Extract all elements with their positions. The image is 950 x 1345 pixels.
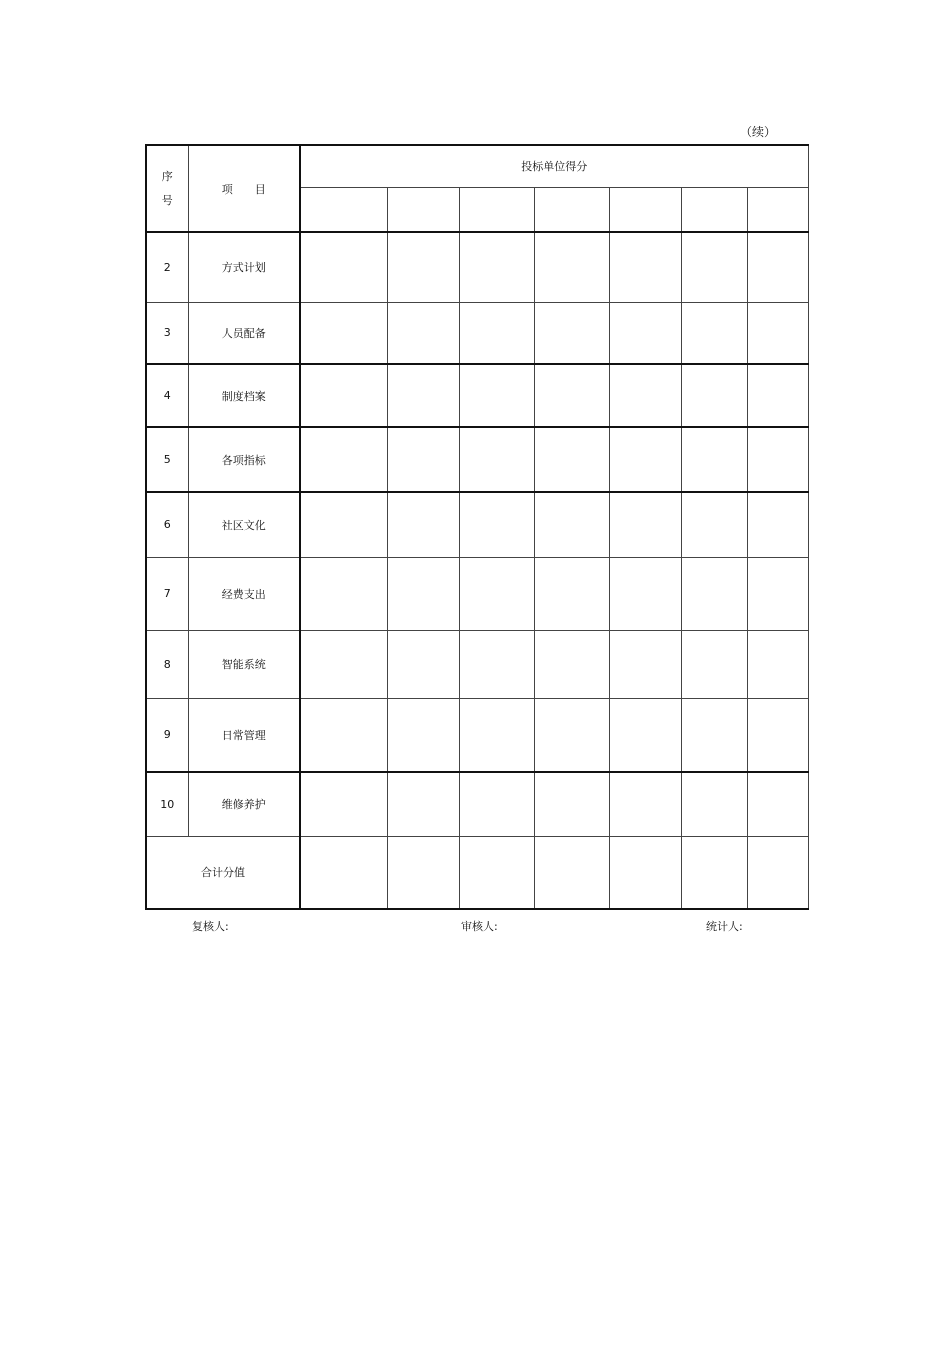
score-table (145, 144, 809, 910)
score-cell[interactable] (747, 557, 808, 630)
score-cell[interactable] (747, 427, 808, 492)
score-cell[interactable] (300, 427, 387, 492)
row-seq: 5 (146, 427, 188, 492)
table-row (146, 232, 808, 302)
row-seq: 6 (146, 492, 188, 557)
total-cell[interactable] (681, 836, 747, 909)
row-seq: 7 (146, 557, 188, 630)
row-seq: 8 (146, 630, 188, 698)
score-cell[interactable] (609, 364, 681, 427)
score-cell[interactable] (459, 232, 534, 302)
score-cell[interactable] (459, 302, 534, 364)
item-header: 项 目 (188, 145, 300, 232)
score-cell[interactable] (387, 427, 459, 492)
bidder-header-cell (747, 187, 808, 232)
score-cell[interactable] (534, 698, 609, 772)
score-cell[interactable] (747, 302, 808, 364)
score-cell[interactable] (300, 772, 387, 836)
score-cell[interactable] (300, 698, 387, 772)
score-cell[interactable] (387, 557, 459, 630)
score-cell[interactable] (609, 630, 681, 698)
bidder-header-cell (387, 187, 459, 232)
row-seq: 2 (146, 232, 188, 302)
bidder-header-cell (534, 187, 609, 232)
bidder-header-cell (300, 187, 387, 232)
row-seq: 10 (146, 772, 188, 836)
bidder-header-cell (459, 187, 534, 232)
row-item: 经费支出 (188, 557, 300, 630)
score-cell[interactable] (609, 557, 681, 630)
score-cell[interactable] (300, 557, 387, 630)
bidder-header-cell (681, 187, 747, 232)
score-cell[interactable] (747, 630, 808, 698)
score-cell[interactable] (534, 427, 609, 492)
row-item: 社区文化 (188, 492, 300, 557)
score-cell[interactable] (681, 364, 747, 427)
total-row (146, 836, 808, 909)
score-cell[interactable] (534, 302, 609, 364)
score-cell[interactable] (387, 698, 459, 772)
score-cell[interactable] (534, 772, 609, 836)
score-cell[interactable] (681, 492, 747, 557)
row-seq: 9 (146, 698, 188, 772)
score-cell[interactable] (459, 427, 534, 492)
continued-label: （续） (740, 125, 777, 139)
row-item: 维修养护 (188, 772, 300, 836)
score-cell[interactable] (534, 232, 609, 302)
score-cell[interactable] (300, 492, 387, 557)
score-cell[interactable] (387, 232, 459, 302)
score-cell[interactable] (459, 698, 534, 772)
total-label: 合计分值 (146, 836, 300, 909)
score-cell[interactable] (681, 427, 747, 492)
score-cell[interactable] (300, 630, 387, 698)
table-row (146, 698, 808, 772)
row-seq: 4 (146, 364, 188, 427)
score-cell[interactable] (609, 302, 681, 364)
table-row (146, 302, 808, 364)
row-item: 智能系统 (188, 630, 300, 698)
score-cell[interactable] (681, 630, 747, 698)
score-cell[interactable] (609, 492, 681, 557)
auditor-label: 审核人: (461, 920, 498, 933)
score-cell[interactable] (300, 364, 387, 427)
score-cell[interactable] (681, 302, 747, 364)
seq-header-line1: 序 (161, 169, 173, 183)
row-item: 人员配备 (188, 302, 300, 364)
score-cell[interactable] (459, 630, 534, 698)
score-cell[interactable] (534, 364, 609, 427)
bidder-header-cell (609, 187, 681, 232)
total-cell[interactable] (747, 836, 808, 909)
score-cell[interactable] (459, 557, 534, 630)
score-cell[interactable] (459, 364, 534, 427)
table-row (146, 772, 808, 836)
seq-header (146, 145, 188, 232)
row-item: 方式计划 (188, 232, 300, 302)
total-cell[interactable] (459, 836, 534, 909)
total-cell[interactable] (387, 836, 459, 909)
score-cell[interactable] (747, 492, 808, 557)
score-cell[interactable] (387, 630, 459, 698)
score-cell[interactable] (459, 772, 534, 836)
score-cell[interactable] (747, 772, 808, 836)
score-cell[interactable] (534, 557, 609, 630)
score-cell[interactable] (681, 698, 747, 772)
table-row (146, 427, 808, 492)
score-cell[interactable] (609, 427, 681, 492)
score-cell[interactable] (681, 772, 747, 836)
score-cell[interactable] (387, 772, 459, 836)
score-cell[interactable] (681, 557, 747, 630)
table-row (146, 364, 808, 427)
table-row (146, 557, 808, 630)
row-item: 制度档案 (188, 364, 300, 427)
score-cell[interactable] (609, 698, 681, 772)
row-seq: 3 (146, 302, 188, 364)
score-cell[interactable] (534, 492, 609, 557)
score-cell[interactable] (681, 232, 747, 302)
score-cell[interactable] (387, 302, 459, 364)
score-cell[interactable] (747, 232, 808, 302)
score-cell[interactable] (609, 772, 681, 836)
statistician-label: 统计人: (706, 920, 743, 933)
score-cell[interactable] (459, 492, 534, 557)
score-cell[interactable] (387, 364, 459, 427)
score-cell[interactable] (534, 630, 609, 698)
row-item: 日常管理 (188, 698, 300, 772)
reviewer-label: 复核人: (192, 920, 229, 933)
total-cell[interactable] (300, 836, 387, 909)
score-cell[interactable] (300, 232, 387, 302)
score-cell[interactable] (387, 492, 459, 557)
total-cell[interactable] (609, 836, 681, 909)
score-group-header: 投标单位得分 (300, 145, 808, 187)
score-cell[interactable] (300, 302, 387, 364)
score-cell[interactable] (747, 698, 808, 772)
score-cell[interactable] (747, 364, 808, 427)
row-item: 各项指标 (188, 427, 300, 492)
score-cell[interactable] (609, 232, 681, 302)
total-cell[interactable] (534, 836, 609, 909)
table-row (146, 492, 808, 557)
seq-header-line2: 号 (161, 193, 173, 207)
table-row (146, 630, 808, 698)
